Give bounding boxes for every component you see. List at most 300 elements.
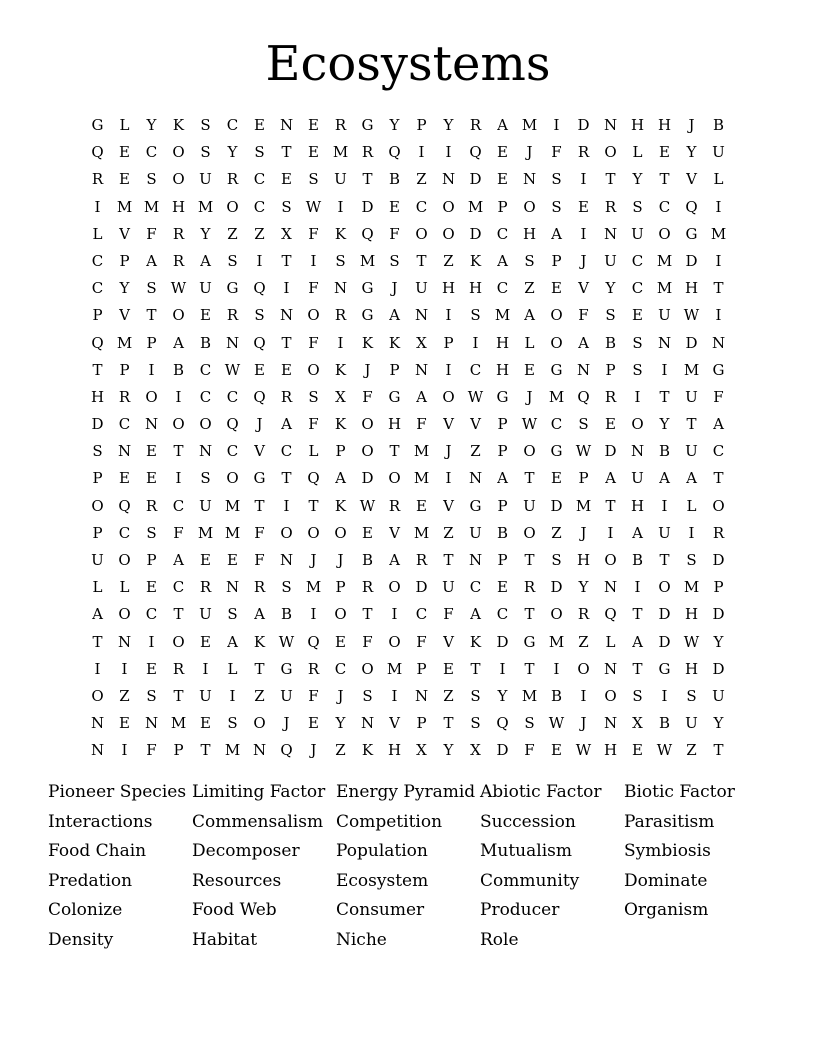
grid-letter: C bbox=[91, 279, 104, 298]
grid-letter: Y bbox=[659, 415, 670, 434]
grid-letter: N bbox=[144, 714, 159, 733]
grid-letter: M bbox=[656, 279, 673, 298]
word-list-item: Food Chain bbox=[48, 841, 147, 862]
grid-letter: F bbox=[308, 686, 319, 705]
grid-letter: U bbox=[199, 170, 212, 189]
grid-letter: A bbox=[254, 605, 265, 624]
grid-letter: U bbox=[523, 496, 536, 515]
grid-letter: P bbox=[335, 442, 346, 461]
grid-letter: K bbox=[388, 333, 401, 352]
grid-letter: M bbox=[143, 197, 160, 216]
grid-letter: L bbox=[524, 333, 535, 352]
grid-letter: O bbox=[388, 632, 401, 651]
grid-letter: U bbox=[199, 605, 212, 624]
grid-letter: Y bbox=[497, 686, 508, 705]
grid-letter: A bbox=[335, 469, 346, 488]
grid-letter: O bbox=[550, 306, 563, 325]
grid-row bbox=[84, 601, 732, 628]
grid-letter: F bbox=[308, 279, 319, 298]
grid-letter: T bbox=[92, 632, 103, 651]
grid-letter: P bbox=[416, 714, 427, 733]
grid-letter: F bbox=[308, 333, 319, 352]
grid-letter: D bbox=[496, 632, 509, 651]
grid-letter: I bbox=[661, 686, 668, 705]
grid-letter: F bbox=[416, 415, 427, 434]
grid-letter: T bbox=[659, 170, 670, 189]
grid-letter: V bbox=[443, 632, 454, 651]
grid-letter: F bbox=[254, 551, 265, 569]
grid-row bbox=[84, 221, 732, 248]
grid-letter: H bbox=[495, 360, 510, 379]
grid-letter: A bbox=[92, 605, 103, 624]
grid-letter: M bbox=[548, 387, 565, 406]
grid-letter: Y bbox=[119, 279, 130, 298]
grid-letter: I bbox=[715, 306, 722, 325]
grid-letter: I bbox=[634, 578, 641, 597]
grid-letter: M bbox=[494, 306, 511, 325]
grid-letter: S bbox=[524, 714, 535, 733]
grid-letter: I bbox=[337, 333, 344, 352]
grid-letter: P bbox=[92, 469, 103, 488]
grid-letter: Y bbox=[389, 116, 400, 134]
grid-row bbox=[84, 275, 732, 302]
grid-letter: D bbox=[685, 251, 698, 270]
grid-letter: L bbox=[92, 224, 103, 243]
grid-letter: H bbox=[657, 116, 672, 134]
grid-letter: N bbox=[90, 741, 105, 760]
grid-letter: J bbox=[364, 360, 371, 379]
grid-letter: J bbox=[526, 143, 533, 162]
grid-letter: C bbox=[280, 442, 293, 461]
grid-letter: S bbox=[632, 686, 643, 705]
grid-letter: N bbox=[117, 632, 132, 651]
grid-letter: K bbox=[172, 116, 185, 134]
grid-letter: W bbox=[224, 360, 241, 379]
grid-letter: K bbox=[334, 224, 347, 243]
grid-letter: S bbox=[632, 333, 643, 352]
grid-letter: U bbox=[685, 714, 698, 733]
grid-letter: I bbox=[148, 360, 155, 379]
word-list-item: Consumer bbox=[336, 900, 425, 921]
grid-letter: Z bbox=[227, 224, 238, 243]
grid-letter: E bbox=[524, 360, 535, 379]
grid-letter: D bbox=[91, 415, 104, 434]
grid-letter: X bbox=[632, 714, 643, 733]
grid-letter: S bbox=[227, 714, 238, 733]
grid-letter: R bbox=[361, 578, 374, 597]
grid-letter: U bbox=[658, 523, 671, 542]
grid-row bbox=[84, 194, 732, 221]
grid-letter: K bbox=[253, 632, 266, 651]
grid-letter: T bbox=[92, 360, 103, 379]
grid-letter: B bbox=[658, 442, 671, 461]
grid-letter: O bbox=[253, 714, 266, 733]
grid-letter: X bbox=[470, 741, 481, 760]
grid-letter: T bbox=[362, 170, 373, 189]
grid-letter: O bbox=[118, 605, 131, 624]
grid-letter: E bbox=[362, 523, 373, 542]
grid-letter: D bbox=[685, 333, 698, 352]
grid-letter: R bbox=[334, 116, 347, 134]
grid-letter: D bbox=[604, 442, 617, 461]
grid-letter: Q bbox=[388, 143, 401, 162]
grid-letter: P bbox=[92, 306, 103, 325]
grid-letter: E bbox=[416, 496, 427, 515]
grid-letter: O bbox=[388, 578, 401, 597]
grid-letter: P bbox=[605, 360, 616, 379]
grid-letter: B bbox=[199, 333, 212, 352]
grid-letter: S bbox=[578, 415, 589, 434]
grid-letter: B bbox=[604, 333, 617, 352]
grid-letter: R bbox=[253, 578, 266, 597]
grid-letter: N bbox=[468, 551, 483, 569]
word-list-item: Organism bbox=[624, 900, 709, 921]
grid-letter: I bbox=[445, 469, 452, 488]
grid-letter: Z bbox=[443, 251, 454, 270]
grid-letter: R bbox=[199, 578, 212, 597]
word-list-item: Food Web bbox=[192, 900, 277, 921]
grid-letter: C bbox=[550, 415, 563, 434]
grid-letter: A bbox=[389, 306, 400, 325]
grid-letter: O bbox=[577, 659, 590, 678]
page-title: Ecosystems bbox=[265, 36, 551, 92]
grid-letter: E bbox=[605, 415, 616, 434]
grid-letter: R bbox=[577, 143, 590, 162]
grid-letter: L bbox=[92, 578, 103, 597]
grid-letter: I bbox=[229, 686, 236, 705]
grid-letter: T bbox=[524, 469, 535, 488]
grid-letter: P bbox=[335, 578, 346, 597]
grid-letter: Q bbox=[253, 279, 266, 298]
grid-letter: G bbox=[712, 360, 725, 379]
grid-letter: I bbox=[715, 251, 722, 270]
grid-letter: Q bbox=[253, 387, 266, 406]
grid-letter: I bbox=[580, 170, 587, 189]
grid-letter: N bbox=[414, 686, 429, 705]
grid-letter: F bbox=[551, 143, 562, 162]
grid-letter: E bbox=[551, 279, 562, 298]
grid-letter: L bbox=[308, 442, 319, 461]
grid-letter: O bbox=[442, 197, 455, 216]
grid-letter: T bbox=[713, 279, 724, 298]
grid-letter: I bbox=[175, 469, 182, 488]
grid-letter: E bbox=[281, 360, 292, 379]
grid-letter: G bbox=[226, 279, 239, 298]
grid-letter: J bbox=[337, 551, 344, 569]
grid-letter: O bbox=[550, 333, 563, 352]
grid-letter: T bbox=[389, 442, 400, 461]
grid-letter: Y bbox=[713, 632, 724, 651]
grid-letter: E bbox=[254, 116, 265, 134]
grid-letter: R bbox=[145, 496, 158, 515]
grid-letter: T bbox=[416, 251, 427, 270]
grid-letter: O bbox=[172, 632, 185, 651]
grid-letter: C bbox=[253, 170, 266, 189]
grid-letter: I bbox=[148, 632, 155, 651]
grid-letter: L bbox=[605, 632, 616, 651]
grid-letter: S bbox=[308, 387, 319, 406]
grid-letter: C bbox=[469, 578, 482, 597]
grid-letter: D bbox=[361, 469, 374, 488]
grid-letter: H bbox=[522, 224, 537, 243]
grid-letter: C bbox=[172, 496, 185, 515]
grid-letter: O bbox=[334, 605, 347, 624]
grid-letter: T bbox=[632, 659, 643, 678]
grid-letter: H bbox=[495, 333, 510, 352]
grid-letter: H bbox=[684, 659, 699, 678]
grid-letter: D bbox=[658, 632, 671, 651]
grid-letter: V bbox=[119, 306, 130, 325]
grid-letter: N bbox=[414, 306, 429, 325]
grid-letter: H bbox=[684, 605, 699, 624]
grid-letter: W bbox=[575, 442, 592, 461]
grid-letter: Q bbox=[118, 496, 131, 515]
grid-letter: H bbox=[387, 741, 402, 760]
grid-letter: W bbox=[170, 279, 187, 298]
grid-letter: N bbox=[657, 333, 672, 352]
grid-letter: G bbox=[253, 469, 266, 488]
grid-letter: K bbox=[469, 632, 482, 651]
grid-letter: I bbox=[661, 360, 668, 379]
grid-letter: B bbox=[658, 714, 671, 733]
grid-row bbox=[84, 547, 732, 574]
grid-letter: C bbox=[145, 605, 158, 624]
grid-letter: N bbox=[576, 360, 591, 379]
grid-letter: E bbox=[200, 714, 211, 733]
grid-row bbox=[84, 520, 732, 547]
grid-letter: H bbox=[468, 279, 483, 298]
grid-letter: O bbox=[415, 224, 428, 243]
grid-letter: U bbox=[91, 551, 104, 569]
grid-letter: M bbox=[683, 578, 700, 597]
grid-letter: I bbox=[580, 686, 587, 705]
grid-letter: E bbox=[281, 170, 292, 189]
grid-letter: M bbox=[359, 251, 376, 270]
grid-letter: T bbox=[470, 659, 481, 678]
grid-letter: E bbox=[497, 170, 508, 189]
grid-letter: X bbox=[416, 333, 427, 352]
grid-letter: N bbox=[333, 279, 348, 298]
grid-letter: G bbox=[361, 116, 374, 134]
word-list-item: Abiotic Factor bbox=[480, 782, 602, 802]
grid-letter: C bbox=[226, 116, 239, 134]
grid-letter: Q bbox=[280, 741, 293, 760]
grid-letter: T bbox=[443, 551, 454, 569]
word-list-item: Colonize bbox=[48, 900, 123, 921]
grid-letter: S bbox=[146, 523, 157, 542]
grid-letter: F bbox=[362, 632, 373, 651]
grid-letter: L bbox=[632, 143, 643, 162]
grid-letter: F bbox=[578, 306, 589, 325]
grid-letter: D bbox=[550, 496, 563, 515]
grid-letter: E bbox=[308, 143, 319, 162]
grid-letter: Z bbox=[254, 224, 265, 243]
grid-letter: B bbox=[388, 170, 401, 189]
grid-letter: M bbox=[548, 632, 565, 651]
grid-letter: H bbox=[630, 496, 645, 515]
grid-letter: W bbox=[683, 306, 700, 325]
grid-letter: E bbox=[497, 143, 508, 162]
grid-letter: O bbox=[361, 415, 374, 434]
grid-letter: U bbox=[415, 279, 428, 298]
grid-letter: V bbox=[389, 523, 400, 542]
grid-letter: F bbox=[524, 741, 535, 760]
grid-letter: C bbox=[172, 578, 185, 597]
grid-letter: R bbox=[172, 224, 185, 243]
grid-letter: P bbox=[443, 333, 454, 352]
word-list-item: Mutualism bbox=[480, 841, 572, 862]
grid-letter: E bbox=[335, 632, 346, 651]
grid-letter: G bbox=[388, 387, 401, 406]
grid-letter: S bbox=[146, 170, 157, 189]
grid-letter: T bbox=[362, 605, 373, 624]
grid-letter: E bbox=[146, 442, 157, 461]
grid-letter: A bbox=[227, 632, 238, 651]
grid-letter: G bbox=[361, 306, 374, 325]
grid-letter: J bbox=[526, 387, 533, 406]
grid-row bbox=[84, 384, 732, 411]
grid-letter: N bbox=[117, 442, 132, 461]
grid-letter: R bbox=[361, 143, 374, 162]
word-list-item: Parasitism bbox=[624, 811, 715, 832]
grid-letter: P bbox=[92, 523, 103, 542]
grid-letter: E bbox=[443, 659, 454, 678]
grid-letter: J bbox=[580, 523, 587, 542]
grid-letter: I bbox=[283, 496, 290, 515]
grid-letter: P bbox=[497, 197, 508, 216]
grid-letter: N bbox=[144, 415, 159, 434]
grid-letter: O bbox=[388, 469, 401, 488]
grid-row bbox=[84, 411, 732, 438]
grid-letter: R bbox=[91, 170, 104, 189]
grid-letter: E bbox=[200, 551, 211, 569]
grid-letter: A bbox=[146, 251, 157, 270]
grid-letter: D bbox=[469, 224, 482, 243]
grid-letter: A bbox=[632, 523, 643, 542]
grid-letter: M bbox=[224, 523, 241, 542]
grid-letter: P bbox=[713, 578, 724, 597]
grid-letter: Z bbox=[443, 523, 454, 542]
grid-letter: T bbox=[524, 659, 535, 678]
grid-letter: C bbox=[145, 143, 158, 162]
grid-letter: O bbox=[91, 496, 104, 515]
word-list-item: Decomposer bbox=[192, 841, 300, 862]
grid-letter: O bbox=[334, 523, 347, 542]
grid-letter: N bbox=[360, 714, 375, 733]
grid-letter: W bbox=[683, 632, 700, 651]
grid-letter: H bbox=[603, 741, 618, 760]
grid-letter: F bbox=[308, 224, 319, 243]
grid-letter: B bbox=[172, 360, 185, 379]
grid-letter: C bbox=[415, 197, 428, 216]
grid-row bbox=[84, 330, 732, 357]
grid-letter: S bbox=[470, 686, 481, 705]
grid-letter: O bbox=[226, 469, 239, 488]
word-list-item: Role bbox=[480, 929, 519, 950]
grid-letter: Y bbox=[686, 143, 697, 162]
grid-letter: U bbox=[658, 306, 671, 325]
grid-letter: A bbox=[659, 469, 670, 488]
grid-letter: F bbox=[173, 523, 184, 542]
grid-letter: Q bbox=[91, 143, 104, 162]
grid-letter: O bbox=[442, 224, 455, 243]
grid-letter: I bbox=[445, 360, 452, 379]
grid-letter: E bbox=[308, 116, 319, 134]
grid-row bbox=[84, 112, 732, 139]
grid-letter: P bbox=[119, 360, 130, 379]
grid-letter: S bbox=[686, 551, 697, 569]
grid-letter: Y bbox=[443, 116, 454, 134]
grid-letter: G bbox=[91, 116, 104, 134]
grid-letter: E bbox=[146, 659, 157, 678]
grid-letter: U bbox=[631, 469, 644, 488]
grid-letter: N bbox=[414, 360, 429, 379]
word-list-item: Habitat bbox=[192, 929, 258, 950]
grid-letter: Y bbox=[227, 143, 238, 162]
grid-letter: N bbox=[198, 442, 213, 461]
grid-letter: R bbox=[172, 659, 185, 678]
grid-letter: O bbox=[631, 415, 644, 434]
grid-letter: G bbox=[280, 659, 293, 678]
grid-letter: W bbox=[656, 741, 673, 760]
grid-letter: E bbox=[119, 170, 130, 189]
grid-letter: I bbox=[202, 659, 209, 678]
grid-letter: Z bbox=[443, 686, 454, 705]
grid-letter: Q bbox=[91, 333, 104, 352]
grid-letter: S bbox=[254, 143, 265, 162]
grid-letter: J bbox=[580, 714, 587, 733]
grid-letter: O bbox=[658, 224, 671, 243]
grid-letter: O bbox=[658, 578, 671, 597]
grid-letter: R bbox=[226, 170, 239, 189]
grid-letter: W bbox=[278, 632, 295, 651]
grid-letter: I bbox=[391, 686, 398, 705]
grid-letter: S bbox=[632, 360, 643, 379]
grid-letter: I bbox=[553, 659, 560, 678]
grid-letter: E bbox=[119, 469, 130, 488]
grid-letter: P bbox=[497, 496, 508, 515]
grid-letter: G bbox=[469, 496, 482, 515]
grid-letter: O bbox=[361, 659, 374, 678]
grid-letter: U bbox=[712, 143, 725, 162]
grid-letter: P bbox=[497, 442, 508, 461]
grid-letter: J bbox=[445, 442, 452, 461]
grid-letter: M bbox=[656, 251, 673, 270]
grid-letter: U bbox=[442, 578, 455, 597]
grid-letter: T bbox=[308, 496, 319, 515]
grid-letter: U bbox=[604, 251, 617, 270]
grid-letter: G bbox=[685, 224, 698, 243]
grid-letter: U bbox=[712, 686, 725, 705]
grid-letter: N bbox=[279, 116, 294, 134]
grid-letter: I bbox=[499, 659, 506, 678]
grid-letter: L bbox=[686, 496, 697, 515]
grid-letter: P bbox=[119, 251, 130, 270]
grid-letter: I bbox=[310, 605, 317, 624]
grid-letter: T bbox=[686, 415, 697, 434]
grid-letter: T bbox=[524, 605, 535, 624]
grid-letter: Z bbox=[686, 741, 697, 760]
grid-letter: Z bbox=[470, 442, 481, 461]
grid-letter: S bbox=[551, 551, 562, 569]
grid-letter: D bbox=[361, 197, 374, 216]
grid-letter: O bbox=[280, 523, 293, 542]
grid-letter: C bbox=[469, 360, 482, 379]
grid-row bbox=[84, 248, 732, 275]
grid-letter: V bbox=[686, 170, 697, 189]
grid-letter: I bbox=[94, 659, 101, 678]
grid-letter: V bbox=[578, 279, 589, 298]
